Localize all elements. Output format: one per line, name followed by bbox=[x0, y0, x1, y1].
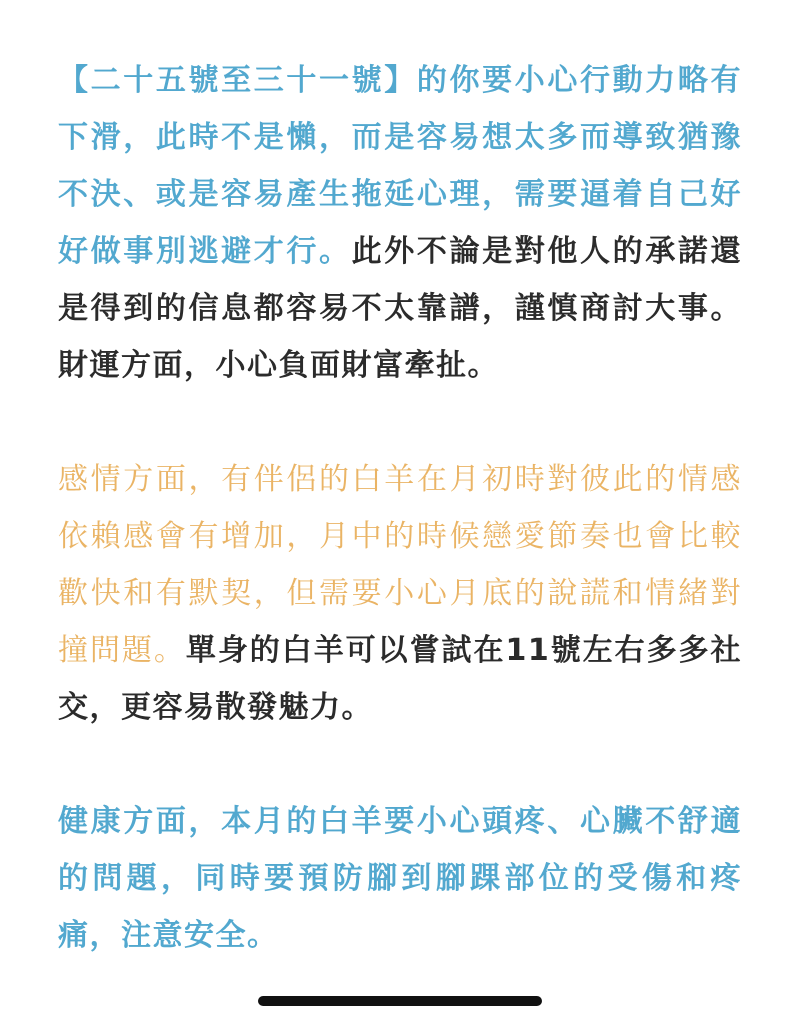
text-line bbox=[58, 109, 742, 166]
body-text: 單身的白羊可以嘗試在11號左右多多社 bbox=[185, 633, 742, 668]
highlight-text: 健康方面，本月的白羊要小心頭疼、心臟不舒適 bbox=[58, 804, 742, 839]
text-line bbox=[58, 679, 742, 736]
highlight-text: 不決、或是容易產生拖延心理，需要逼着自己好 bbox=[58, 177, 742, 212]
text-line bbox=[58, 280, 742, 337]
paragraph-health bbox=[58, 793, 742, 964]
highlight-text: 依賴感會有增加，月中的時候戀愛節奏也會比較 bbox=[58, 519, 742, 554]
highlight-text: 痛，注意安全。 bbox=[58, 918, 279, 953]
highlight-text: 【二十五號至三十一號】的你要小心行動力略有 bbox=[58, 63, 742, 98]
home-indicator[interactable] bbox=[258, 996, 542, 1006]
text-line bbox=[58, 52, 742, 109]
article-body bbox=[58, 52, 742, 1021]
highlight-text: 的問題，同時要預防腳到腳踝部位的受傷和疼 bbox=[58, 861, 742, 896]
paragraph-outlook bbox=[58, 52, 742, 394]
text-line bbox=[58, 223, 742, 280]
highlight-text: 歡快和有默契，但需要小心月底的說謊和情緒對 bbox=[58, 576, 742, 611]
text-line bbox=[58, 166, 742, 223]
text-line bbox=[58, 508, 742, 565]
body-text: 財運方面，小心負面財富牽扯。 bbox=[58, 348, 499, 383]
highlight-text: 好做事別逃避才行。 bbox=[58, 234, 352, 269]
text-line bbox=[58, 451, 742, 508]
text-line bbox=[58, 907, 742, 964]
text-line bbox=[58, 565, 742, 622]
text-line bbox=[58, 793, 742, 850]
text-line bbox=[58, 337, 742, 394]
body-text: 是得到的信息都容易不太靠譜，謹慎商討大事。 bbox=[58, 291, 742, 326]
body-text: 此外不論是對他人的承諾還 bbox=[351, 234, 742, 269]
text-line bbox=[58, 850, 742, 907]
highlight-text: 下滑，此時不是懶，而是容易想太多而導致猶豫 bbox=[58, 120, 742, 155]
text-line bbox=[58, 622, 742, 679]
highlight-text: 感情方面，有伴侶的白羊在月初時對彼此的情感 bbox=[58, 462, 742, 497]
highlight-text: 撞問題。 bbox=[58, 633, 186, 668]
body-text: 交，更容易散發魅力。 bbox=[58, 690, 373, 725]
paragraph-love bbox=[58, 451, 742, 736]
